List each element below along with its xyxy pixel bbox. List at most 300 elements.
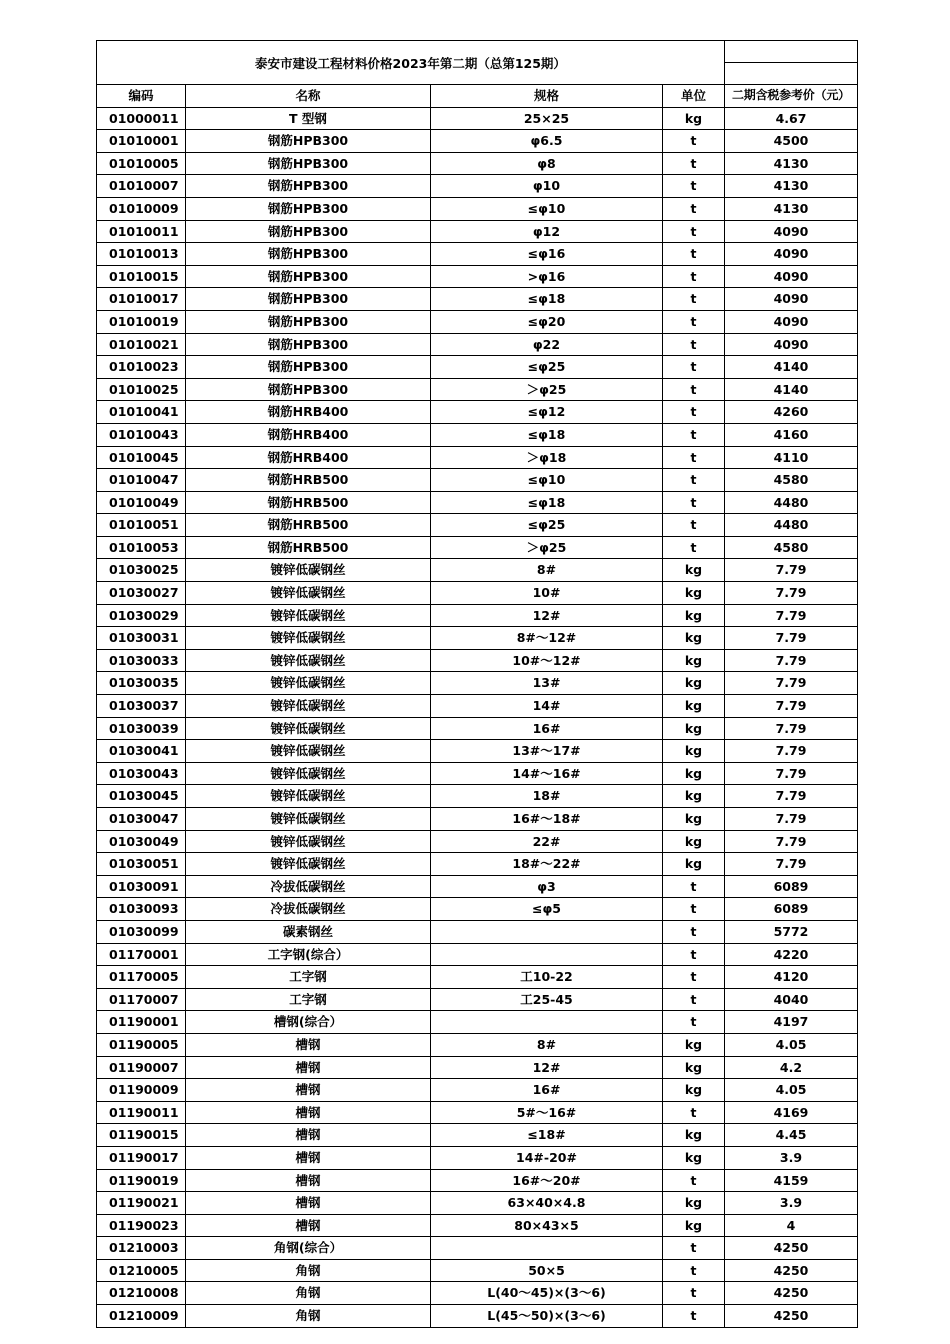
cell-spec: φ6.5	[431, 130, 663, 152]
cell-spec	[431, 921, 663, 943]
table-row	[96, 447, 858, 470]
cell-price: 7.79	[725, 763, 858, 785]
cell-code: 01030041	[96, 740, 186, 762]
cell-code: 01010045	[96, 447, 186, 469]
cell-spec: φ22	[431, 334, 663, 356]
cell-price: 4130	[725, 153, 858, 175]
table-row	[96, 243, 858, 266]
cell-spec: ＞φ25	[431, 379, 663, 401]
cell-price: 4.45	[725, 1124, 858, 1146]
cell-spec: 16#	[431, 1079, 663, 1101]
cell-name: 钢筋HPB300	[186, 175, 431, 197]
table-row	[96, 605, 858, 628]
cell-price: 7.79	[725, 740, 858, 762]
cell-code: 01010053	[96, 537, 186, 559]
cell-price: 4160	[725, 424, 858, 446]
table-row	[96, 1260, 858, 1283]
cell-spec	[431, 944, 663, 966]
table-row	[96, 695, 858, 718]
cell-price: 7.79	[725, 650, 858, 672]
cell-unit: t	[663, 447, 725, 469]
cell-unit: t	[663, 876, 725, 898]
cell-unit: kg	[663, 808, 725, 830]
cell-unit: t	[663, 1305, 725, 1327]
cell-name: 钢筋HRB400	[186, 447, 431, 469]
cell-price: 7.79	[725, 672, 858, 694]
cell-code: 01210008	[96, 1282, 186, 1304]
cell-spec: L(40～45)×(3～6)	[431, 1282, 663, 1304]
cell-code: 01010023	[96, 356, 186, 378]
cell-name: 镀锌低碳钢丝	[186, 718, 431, 740]
cell-spec: 8#～12#	[431, 627, 663, 649]
cell-name: 钢筋HRB500	[186, 492, 431, 514]
cell-spec: ≤φ18	[431, 424, 663, 446]
header-row	[96, 85, 858, 108]
cell-unit: t	[663, 198, 725, 220]
table-row	[96, 853, 858, 876]
cell-unit: kg	[663, 1192, 725, 1214]
cell-unit: kg	[663, 1124, 725, 1146]
cell-name: 镀锌低碳钢丝	[186, 627, 431, 649]
cell-name: 碳素钢丝	[186, 921, 431, 943]
cell-unit: t	[663, 401, 725, 423]
cell-price: 4220	[725, 944, 858, 966]
cell-name: 钢筋HPB300	[186, 334, 431, 356]
cell-price: 7.79	[725, 785, 858, 807]
cell-unit: t	[663, 1011, 725, 1033]
cell-spec: 63×40×4.8	[431, 1192, 663, 1214]
cell-spec: L(45～50)×(3～6)	[431, 1305, 663, 1327]
cell-spec: ≤φ25	[431, 356, 663, 378]
cell-price: 4120	[725, 966, 858, 988]
cell-unit: kg	[663, 1057, 725, 1079]
cell-price: 7.79	[725, 853, 858, 875]
table-row	[96, 763, 858, 786]
cell-code: 01030093	[96, 898, 186, 920]
cell-name: 镀锌低碳钢丝	[186, 763, 431, 785]
cell-name: 钢筋HPB300	[186, 221, 431, 243]
cell-name: 钢筋HPB300	[186, 356, 431, 378]
cell-name: 钢筋HPB300	[186, 311, 431, 333]
cell-unit: t	[663, 898, 725, 920]
cell-spec: 80×43×5	[431, 1215, 663, 1237]
cell-code: 01010005	[96, 153, 186, 175]
cell-name: 镀锌低碳钢丝	[186, 559, 431, 581]
table-row	[96, 582, 858, 605]
cell-spec: φ3	[431, 876, 663, 898]
cell-name: 冷拔低碳钢丝	[186, 898, 431, 920]
cell-code: 01010041	[96, 401, 186, 423]
cell-code: 01030031	[96, 627, 186, 649]
cell-price: 4580	[725, 537, 858, 559]
cell-code: 01190011	[96, 1102, 186, 1124]
cell-name: T 型钢	[186, 108, 431, 130]
cell-unit: kg	[663, 1034, 725, 1056]
table-row	[96, 492, 858, 515]
cell-name: 槽钢	[186, 1124, 431, 1146]
cell-unit: kg	[663, 1215, 725, 1237]
cell-name: 钢筋HPB300	[186, 288, 431, 310]
cell-name: 角钢	[186, 1305, 431, 1327]
cell-name: 工字钢	[186, 989, 431, 1011]
cell-price: 4090	[725, 221, 858, 243]
table-row	[96, 130, 858, 153]
cell-spec: ≤φ18	[431, 492, 663, 514]
cell-code: 01030043	[96, 763, 186, 785]
cell-price: 4169	[725, 1102, 858, 1124]
cell-code: 01030049	[96, 831, 186, 853]
table-row	[96, 876, 858, 899]
cell-unit: kg	[663, 582, 725, 604]
cell-spec	[431, 1011, 663, 1033]
cell-spec: 工25-45	[431, 989, 663, 1011]
cell-unit: kg	[663, 1147, 725, 1169]
table-row	[96, 831, 858, 854]
cell-name: 镀锌低碳钢丝	[186, 650, 431, 672]
header-code: 编码	[96, 85, 186, 107]
cell-name: 镀锌低碳钢丝	[186, 740, 431, 762]
cell-unit: t	[663, 537, 725, 559]
cell-price: 4140	[725, 356, 858, 378]
cell-code: 01170005	[96, 966, 186, 988]
cell-code: 01190009	[96, 1079, 186, 1101]
cell-spec: φ8	[431, 153, 663, 175]
table-row	[96, 514, 858, 537]
cell-code: 01010011	[96, 221, 186, 243]
cell-unit: kg	[663, 740, 725, 762]
cell-unit: t	[663, 153, 725, 175]
cell-spec: 13#	[431, 672, 663, 694]
cell-spec: 8#	[431, 559, 663, 581]
cell-name: 镀锌低碳钢丝	[186, 695, 431, 717]
cell-spec: 10#～12#	[431, 650, 663, 672]
cell-price: 4250	[725, 1305, 858, 1327]
table-row	[96, 1034, 858, 1057]
cell-code: 01190023	[96, 1215, 186, 1237]
cell-code: 01010013	[96, 243, 186, 265]
table-row	[96, 944, 858, 967]
cell-name: 槽钢	[186, 1102, 431, 1124]
cell-unit: t	[663, 492, 725, 514]
table-row	[96, 424, 858, 447]
cell-spec: ＞φ18	[431, 447, 663, 469]
cell-price: 6089	[725, 898, 858, 920]
table-row	[96, 108, 858, 131]
cell-spec: ＞φ25	[431, 537, 663, 559]
cell-unit: t	[663, 379, 725, 401]
cell-code: 01190001	[96, 1011, 186, 1033]
cell-code: 01010049	[96, 492, 186, 514]
cell-spec: 14#-20#	[431, 1147, 663, 1169]
cell-price: 4090	[725, 311, 858, 333]
cell-unit: kg	[663, 1079, 725, 1101]
cell-code: 01170001	[96, 944, 186, 966]
cell-price: 7.79	[725, 831, 858, 853]
table-row	[96, 379, 858, 402]
cell-unit: kg	[663, 785, 725, 807]
cell-code: 01010051	[96, 514, 186, 536]
cell-unit: kg	[663, 672, 725, 694]
header-price: 二期含税参考价（元）	[725, 85, 858, 107]
cell-price: 4090	[725, 266, 858, 288]
cell-name: 镀锌低碳钢丝	[186, 582, 431, 604]
table-row	[96, 966, 858, 989]
title-row	[96, 40, 858, 85]
cell-unit: t	[663, 1237, 725, 1259]
table-row	[96, 1215, 858, 1238]
cell-spec: 18#～22#	[431, 853, 663, 875]
cell-spec: ≤18#	[431, 1124, 663, 1146]
cell-name: 钢筋HPB300	[186, 266, 431, 288]
price-table	[96, 40, 858, 1328]
table-row	[96, 808, 858, 831]
cell-name: 角钢(综合）	[186, 1237, 431, 1259]
cell-price: 4.05	[725, 1079, 858, 1101]
table-row	[96, 334, 858, 357]
cell-price: 4500	[725, 130, 858, 152]
cell-name: 钢筋HRB500	[186, 514, 431, 536]
cell-spec: ≤φ18	[431, 288, 663, 310]
table-row	[96, 1079, 858, 1102]
cell-code: 01030045	[96, 785, 186, 807]
cell-spec: 50×5	[431, 1260, 663, 1282]
cell-spec: 14#	[431, 695, 663, 717]
cell-code: 01190017	[96, 1147, 186, 1169]
cell-spec: 16#～20#	[431, 1170, 663, 1192]
cell-price: 6089	[725, 876, 858, 898]
cell-spec: 12#	[431, 1057, 663, 1079]
cell-unit: t	[663, 356, 725, 378]
cell-spec: 14#～16#	[431, 763, 663, 785]
cell-code: 01000011	[96, 108, 186, 130]
table-row	[96, 898, 858, 921]
title-side-cell	[725, 41, 858, 84]
cell-price: 4090	[725, 288, 858, 310]
cell-unit: kg	[663, 853, 725, 875]
cell-code: 01010043	[96, 424, 186, 446]
table-row	[96, 175, 858, 198]
cell-unit: t	[663, 334, 725, 356]
cell-spec: 5#～16#	[431, 1102, 663, 1124]
cell-price: 7.79	[725, 559, 858, 581]
cell-unit: kg	[663, 605, 725, 627]
table-row	[96, 921, 858, 944]
cell-spec: φ12	[431, 221, 663, 243]
cell-unit: t	[663, 424, 725, 446]
cell-price: 4040	[725, 989, 858, 1011]
cell-spec: 8#	[431, 1034, 663, 1056]
cell-name: 镀锌低碳钢丝	[186, 831, 431, 853]
cell-code: 01030033	[96, 650, 186, 672]
cell-unit: t	[663, 921, 725, 943]
cell-spec: 工10-22	[431, 966, 663, 988]
cell-name: 工字钢	[186, 966, 431, 988]
cell-price: 3.9	[725, 1147, 858, 1169]
cell-code: 01010015	[96, 266, 186, 288]
table-row	[96, 288, 858, 311]
cell-code: 01010021	[96, 334, 186, 356]
cell-name: 工字钢(综合）	[186, 944, 431, 966]
cell-code: 01010001	[96, 130, 186, 152]
header-spec: 规格	[431, 85, 663, 107]
cell-spec: ≤φ10	[431, 469, 663, 491]
cell-price: 4.2	[725, 1057, 858, 1079]
cell-unit: kg	[663, 559, 725, 581]
table-row	[96, 1192, 858, 1215]
cell-code: 01190005	[96, 1034, 186, 1056]
cell-spec: >φ16	[431, 266, 663, 288]
cell-spec: φ10	[431, 175, 663, 197]
cell-name: 槽钢	[186, 1192, 431, 1214]
cell-spec: ≤φ12	[431, 401, 663, 423]
cell-name: 槽钢	[186, 1079, 431, 1101]
cell-name: 钢筋HPB300	[186, 153, 431, 175]
cell-price: 4480	[725, 514, 858, 536]
table-row	[96, 740, 858, 763]
cell-code: 01190019	[96, 1170, 186, 1192]
cell-unit: kg	[663, 831, 725, 853]
table-row	[96, 989, 858, 1012]
cell-code: 01190021	[96, 1192, 186, 1214]
cell-code: 01030035	[96, 672, 186, 694]
cell-unit: t	[663, 266, 725, 288]
cell-spec: 22#	[431, 831, 663, 853]
cell-name: 钢筋HPB300	[186, 379, 431, 401]
table-row	[96, 537, 858, 560]
cell-name: 镀锌低碳钢丝	[186, 785, 431, 807]
cell-unit: t	[663, 1260, 725, 1282]
cell-unit: kg	[663, 108, 725, 130]
cell-name: 槽钢	[186, 1034, 431, 1056]
cell-code: 01010019	[96, 311, 186, 333]
cell-name: 冷拔低碳钢丝	[186, 876, 431, 898]
cell-price: 4090	[725, 243, 858, 265]
cell-price: 4250	[725, 1282, 858, 1304]
cell-name: 钢筋HPB300	[186, 243, 431, 265]
cell-unit: t	[663, 311, 725, 333]
header-name: 名称	[186, 85, 431, 107]
cell-unit: t	[663, 288, 725, 310]
cell-name: 钢筋HPB300	[186, 198, 431, 220]
cell-unit: t	[663, 944, 725, 966]
table-row	[96, 1237, 858, 1260]
cell-code: 01030047	[96, 808, 186, 830]
cell-spec: 16#～18#	[431, 808, 663, 830]
cell-name: 角钢	[186, 1260, 431, 1282]
cell-name: 镀锌低碳钢丝	[186, 853, 431, 875]
cell-code: 01210005	[96, 1260, 186, 1282]
cell-code: 01010047	[96, 469, 186, 491]
cell-price: 7.79	[725, 627, 858, 649]
table-row	[96, 559, 858, 582]
cell-spec	[431, 1237, 663, 1259]
table-row	[96, 718, 858, 741]
cell-price: 3.9	[725, 1192, 858, 1214]
table-row	[96, 311, 858, 334]
cell-code: 01030039	[96, 718, 186, 740]
cell-name: 钢筋HRB500	[186, 469, 431, 491]
table-row	[96, 469, 858, 492]
cell-price: 4580	[725, 469, 858, 491]
cell-unit: kg	[663, 763, 725, 785]
cell-name: 镀锌低碳钢丝	[186, 672, 431, 694]
cell-price: 7.79	[725, 605, 858, 627]
cell-price: 5772	[725, 921, 858, 943]
table-row	[96, 1124, 858, 1147]
cell-price: 4090	[725, 334, 858, 356]
cell-unit: kg	[663, 650, 725, 672]
table-row	[96, 1102, 858, 1125]
table-row	[96, 1305, 858, 1328]
cell-spec: 25×25	[431, 108, 663, 130]
cell-code: 01190007	[96, 1057, 186, 1079]
cell-spec: 18#	[431, 785, 663, 807]
cell-price: 7.79	[725, 695, 858, 717]
cell-unit: t	[663, 1170, 725, 1192]
cell-spec: ≤φ20	[431, 311, 663, 333]
table-row	[96, 1057, 858, 1080]
table-row	[96, 198, 858, 221]
table-row	[96, 401, 858, 424]
cell-code: 01030027	[96, 582, 186, 604]
table-row	[96, 627, 858, 650]
cell-name: 钢筋HRB400	[186, 424, 431, 446]
cell-code: 01030051	[96, 853, 186, 875]
cell-unit: kg	[663, 627, 725, 649]
cell-spec: 16#	[431, 718, 663, 740]
cell-name: 角钢	[186, 1282, 431, 1304]
cell-unit: t	[663, 514, 725, 536]
cell-code: 01190015	[96, 1124, 186, 1146]
cell-code: 01030091	[96, 876, 186, 898]
cell-name: 槽钢(综合）	[186, 1011, 431, 1033]
cell-price: 4260	[725, 401, 858, 423]
cell-price: 4130	[725, 198, 858, 220]
cell-name: 钢筋HRB500	[186, 537, 431, 559]
cell-code: 01030037	[96, 695, 186, 717]
cell-price: 4250	[725, 1260, 858, 1282]
table-row	[96, 266, 858, 289]
cell-code: 01010017	[96, 288, 186, 310]
cell-spec: 13#～17#	[431, 740, 663, 762]
table-row	[96, 650, 858, 673]
cell-price: 4159	[725, 1170, 858, 1192]
header-unit: 单位	[663, 85, 725, 107]
cell-code: 01170007	[96, 989, 186, 1011]
cell-price: 4480	[725, 492, 858, 514]
cell-price: 7.79	[725, 718, 858, 740]
cell-name: 槽钢	[186, 1215, 431, 1237]
cell-unit: kg	[663, 718, 725, 740]
cell-price: 4.05	[725, 1034, 858, 1056]
cell-price: 4130	[725, 175, 858, 197]
cell-price: 7.79	[725, 582, 858, 604]
table-row	[96, 356, 858, 379]
cell-name: 镀锌低碳钢丝	[186, 605, 431, 627]
cell-unit: t	[663, 221, 725, 243]
table-row	[96, 1170, 858, 1193]
cell-code: 01030099	[96, 921, 186, 943]
cell-price: 4.67	[725, 108, 858, 130]
cell-spec: 10#	[431, 582, 663, 604]
cell-unit: t	[663, 243, 725, 265]
cell-unit: kg	[663, 695, 725, 717]
table-row	[96, 1011, 858, 1034]
cell-code: 01010007	[96, 175, 186, 197]
table-row	[96, 221, 858, 244]
cell-spec: ≤φ16	[431, 243, 663, 265]
cell-unit: t	[663, 1282, 725, 1304]
